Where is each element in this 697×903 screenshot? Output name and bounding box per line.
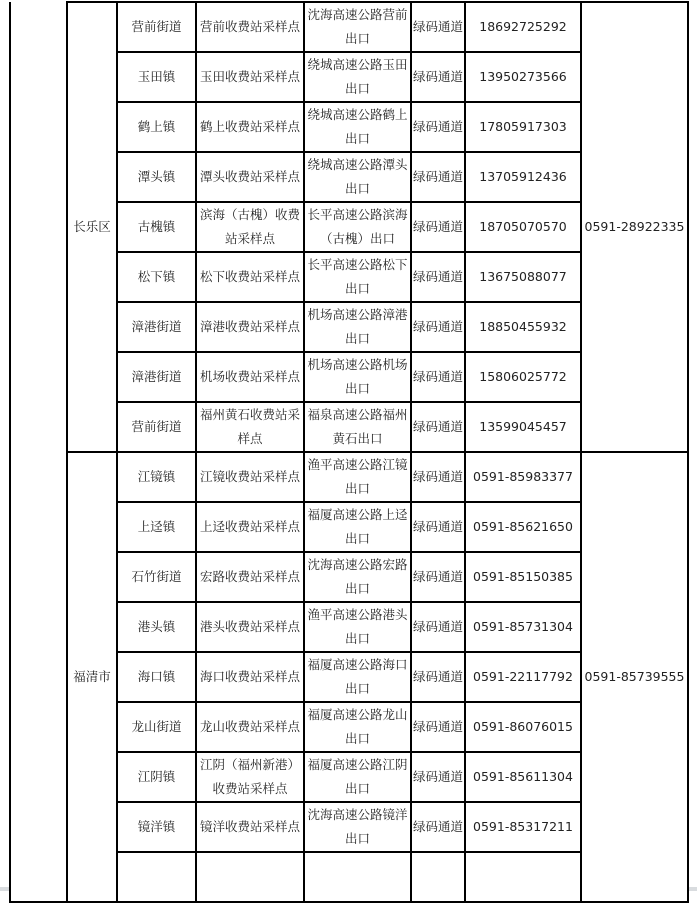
site-cell: 龙山收费站采样点 <box>196 702 304 752</box>
channel-cell <box>411 852 465 902</box>
site-cell: 港头收费站采样点 <box>196 602 304 652</box>
town-cell: 镜洋镇 <box>117 802 196 852</box>
channel-cell: 绿码通道 <box>411 352 465 402</box>
channel-cell: 绿码通道 <box>411 652 465 702</box>
channel-cell: 绿码通道 <box>411 802 465 852</box>
location-cell: 长平高速公路滨海（古槐）出口 <box>304 202 411 252</box>
district-phone-cell: 0591-28922335 <box>581 2 688 452</box>
location-cell: 福泉高速公路福州黄石出口 <box>304 402 411 452</box>
town-cell: 海口镇 <box>117 652 196 702</box>
channel-cell: 绿码通道 <box>411 702 465 752</box>
site-cell: 镜洋收费站采样点 <box>196 802 304 852</box>
phone-cell: 15806025772 <box>465 352 581 402</box>
phone-cell: 17805917303 <box>465 102 581 152</box>
town-cell: 鹤上镇 <box>117 102 196 152</box>
town-cell: 营前街道 <box>117 2 196 52</box>
phone-cell: 18705070570 <box>465 202 581 252</box>
town-cell: 玉田镇 <box>117 52 196 102</box>
sampling-sites-table <box>9 1 689 903</box>
site-cell: 松下收费站采样点 <box>196 252 304 302</box>
phone-cell: 13950273566 <box>465 52 581 102</box>
location-cell: 沈海高速公路营前出口 <box>304 2 411 52</box>
site-cell: 福州黄石收费站采样点 <box>196 402 304 452</box>
site-cell: 宏路收费站采样点 <box>196 552 304 602</box>
location-cell: 沈海高速公路宏路出口 <box>304 552 411 602</box>
table-row <box>10 2 688 52</box>
channel-cell: 绿码通道 <box>411 502 465 552</box>
district-cell: 福清市 <box>67 452 117 902</box>
channel-cell: 绿码通道 <box>411 402 465 452</box>
location-cell: 绕城高速公路鹤上出口 <box>304 102 411 152</box>
site-cell: 机场收费站采样点 <box>196 352 304 402</box>
channel-cell: 绿码通道 <box>411 252 465 302</box>
channel-cell: 绿码通道 <box>411 302 465 352</box>
location-cell: 福厦高速公路江阴出口 <box>304 752 411 802</box>
phone-cell: 0591-85150385 <box>465 552 581 602</box>
phone-cell: 13599045457 <box>465 402 581 452</box>
site-cell: 营前收费站采样点 <box>196 2 304 52</box>
site-cell: 潭头收费站采样点 <box>196 152 304 202</box>
channel-cell: 绿码通道 <box>411 2 465 52</box>
channel-cell: 绿码通道 <box>411 152 465 202</box>
channel-cell: 绿码通道 <box>411 102 465 152</box>
location-cell: 绕城高速公路潭头出口 <box>304 152 411 202</box>
town-cell: 港头镇 <box>117 602 196 652</box>
site-cell: 海口收费站采样点 <box>196 652 304 702</box>
location-cell: 机场高速公路漳港出口 <box>304 302 411 352</box>
phone-cell <box>465 852 581 902</box>
town-cell: 松下镇 <box>117 252 196 302</box>
channel-cell: 绿码通道 <box>411 752 465 802</box>
table-row <box>10 452 688 502</box>
town-cell <box>117 852 196 902</box>
phone-cell: 0591-85731304 <box>465 602 581 652</box>
site-cell: 江镜收费站采样点 <box>196 452 304 502</box>
channel-cell: 绿码通道 <box>411 552 465 602</box>
site-cell: 鹤上收费站采样点 <box>196 102 304 152</box>
phone-cell: 18692725292 <box>465 2 581 52</box>
town-cell: 漳港街道 <box>117 352 196 402</box>
phone-cell: 13675088077 <box>465 252 581 302</box>
phone-cell: 0591-85611304 <box>465 752 581 802</box>
phone-cell: 0591-85317211 <box>465 802 581 852</box>
phone-cell: 13705912436 <box>465 152 581 202</box>
location-cell: 福厦高速公路龙山出口 <box>304 702 411 752</box>
channel-cell: 绿码通道 <box>411 602 465 652</box>
channel-cell: 绿码通道 <box>411 452 465 502</box>
location-cell <box>304 852 411 902</box>
phone-cell: 0591-85983377 <box>465 452 581 502</box>
site-cell: 上迳收费站采样点 <box>196 502 304 552</box>
location-cell: 长平高速公路松下出口 <box>304 252 411 302</box>
location-cell: 机场高速公路机场出口 <box>304 352 411 402</box>
town-cell: 江阴镇 <box>117 752 196 802</box>
town-cell: 潭头镇 <box>117 152 196 202</box>
district-phone-cell: 0591-85739555 <box>581 452 688 902</box>
town-cell: 古槐镇 <box>117 202 196 252</box>
site-cell <box>196 852 304 902</box>
blank-column-cell <box>10 2 67 902</box>
channel-cell: 绿码通道 <box>411 202 465 252</box>
town-cell: 龙山街道 <box>117 702 196 752</box>
location-cell: 沈海高速公路镜洋出口 <box>304 802 411 852</box>
town-cell: 漳港街道 <box>117 302 196 352</box>
site-cell: 玉田收费站采样点 <box>196 52 304 102</box>
channel-cell: 绿码通道 <box>411 52 465 102</box>
town-cell: 石竹街道 <box>117 552 196 602</box>
location-cell: 绕城高速公路玉田出口 <box>304 52 411 102</box>
town-cell: 上迳镇 <box>117 502 196 552</box>
town-cell: 江镜镇 <box>117 452 196 502</box>
location-cell: 福厦高速公路海口出口 <box>304 652 411 702</box>
site-cell: 滨海（古槐）收费站采样点 <box>196 202 304 252</box>
location-cell: 渔平高速公路港头出口 <box>304 602 411 652</box>
phone-cell: 0591-85621650 <box>465 502 581 552</box>
site-cell: 江阴（福州新港）收费站采样点 <box>196 752 304 802</box>
phone-cell: 0591-86076015 <box>465 702 581 752</box>
town-cell: 营前街道 <box>117 402 196 452</box>
location-cell: 福厦高速公路上迳出口 <box>304 502 411 552</box>
phone-cell: 18850455932 <box>465 302 581 352</box>
district-cell: 长乐区 <box>67 2 117 452</box>
site-cell: 漳港收费站采样点 <box>196 302 304 352</box>
location-cell: 渔平高速公路江镜出口 <box>304 452 411 502</box>
phone-cell: 0591-22117792 <box>465 652 581 702</box>
